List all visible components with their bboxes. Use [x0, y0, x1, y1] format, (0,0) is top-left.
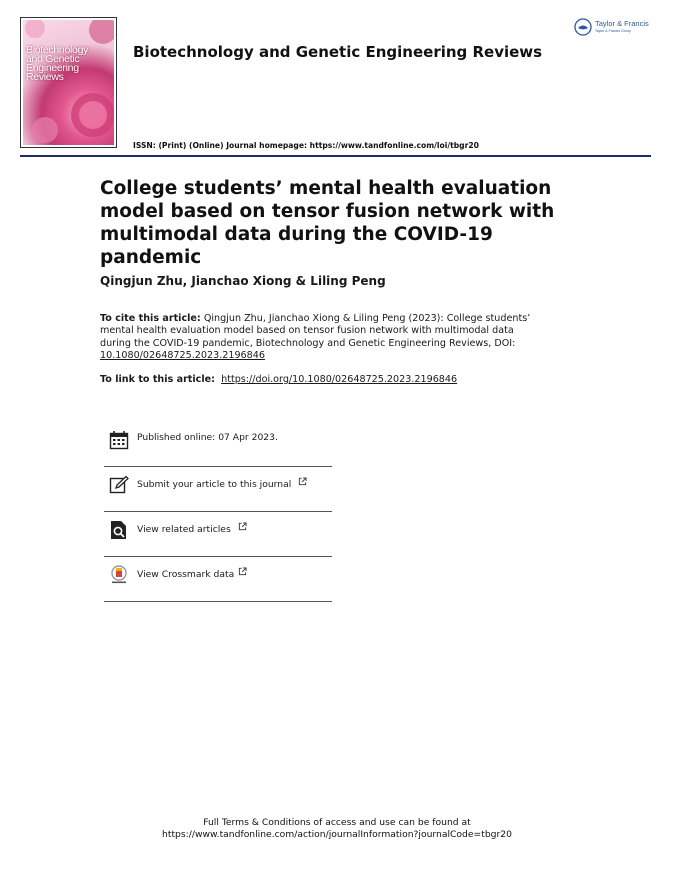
- journal-title[interactable]: Biotechnology and Genetic Engineering Reviews: [133, 43, 543, 61]
- calendar-icon: [109, 430, 129, 450]
- submit-article-item[interactable]: [104, 467, 332, 512]
- article-info-list: [104, 422, 332, 602]
- cover-image: [23, 20, 114, 145]
- footer-terms-text: Full Terms & Conditions of access and use can be found at: [203, 817, 471, 828]
- external-link-icon: [238, 522, 247, 531]
- publisher-logo-icon: [574, 18, 592, 36]
- crossmark-label: View Crossmark data: [137, 569, 235, 580]
- cover-title-line: Biotechnology: [26, 44, 89, 56]
- footer-terms-link[interactable]: https://www.tandfonline.com/action/journalInformation?journalCode=tbgr20: [162, 829, 512, 840]
- external-link-icon: [238, 567, 247, 576]
- cover-title-line: and Genetic: [26, 53, 80, 65]
- publisher-name: Taylor & Francis: [595, 19, 649, 28]
- cite-doi-link[interactable]: 10.1080/02648725.2023.2196846: [100, 349, 265, 361]
- submit-article-link[interactable]: [137, 477, 307, 490]
- cover-title-line: Reviews: [26, 71, 64, 83]
- published-online-label: Published online: 07 Apr 2023.: [137, 432, 278, 443]
- cite-label: To cite this article:: [100, 313, 201, 324]
- journal-cover: [20, 17, 117, 148]
- article-doi-link[interactable]: https://doi.org/10.1080/02648725.2023.2196846: [221, 374, 458, 385]
- related-articles-link[interactable]: [137, 522, 247, 535]
- footer: [0, 817, 674, 841]
- link-label: To link to this article:: [100, 374, 215, 385]
- related-articles-item[interactable]: [104, 512, 332, 557]
- published-online-item: [104, 422, 332, 467]
- publisher-logo[interactable]: [574, 17, 658, 39]
- cover-title: [26, 46, 114, 82]
- external-link-icon: [298, 477, 307, 486]
- crossmark-item[interactable]: [104, 557, 332, 602]
- crossmark-icon: [109, 565, 129, 585]
- article-link-block: [100, 374, 457, 385]
- cover-title-line: Engineering: [26, 62, 79, 74]
- related-articles-label: View related articles: [137, 524, 231, 535]
- edit-icon: [109, 475, 129, 495]
- citation-block: [100, 313, 540, 362]
- cite-text: Qingjun Zhu, Jianchao Xiong & Liling Peng (2023): College students’ mental health evaluation model based on tensor fusion network with multimodal data during the COVID-19 pandemic, Biotechnology and Genetic Engineering Reviews, DOI:: [100, 313, 531, 349]
- header-divider: [20, 155, 651, 157]
- crossmark-link[interactable]: [137, 567, 247, 580]
- submit-article-label: Submit your article to this journal: [137, 479, 292, 490]
- issn-homepage-line[interactable]: ISSN: (Print) (Online) Journal homepage: https://www.tandfonline.com/loi/tbgr20: [133, 141, 479, 150]
- publisher-tagline: Taylor & Francis Group: [595, 29, 631, 33]
- related-search-icon: [109, 520, 129, 540]
- article-title: College students’ mental health evaluation model based on tensor fusion network with multimodal data during the COVID-19 pandemic: [100, 178, 555, 268]
- article-authors: Qingjun Zhu, Jianchao Xiong & Liling Peng: [100, 274, 386, 288]
